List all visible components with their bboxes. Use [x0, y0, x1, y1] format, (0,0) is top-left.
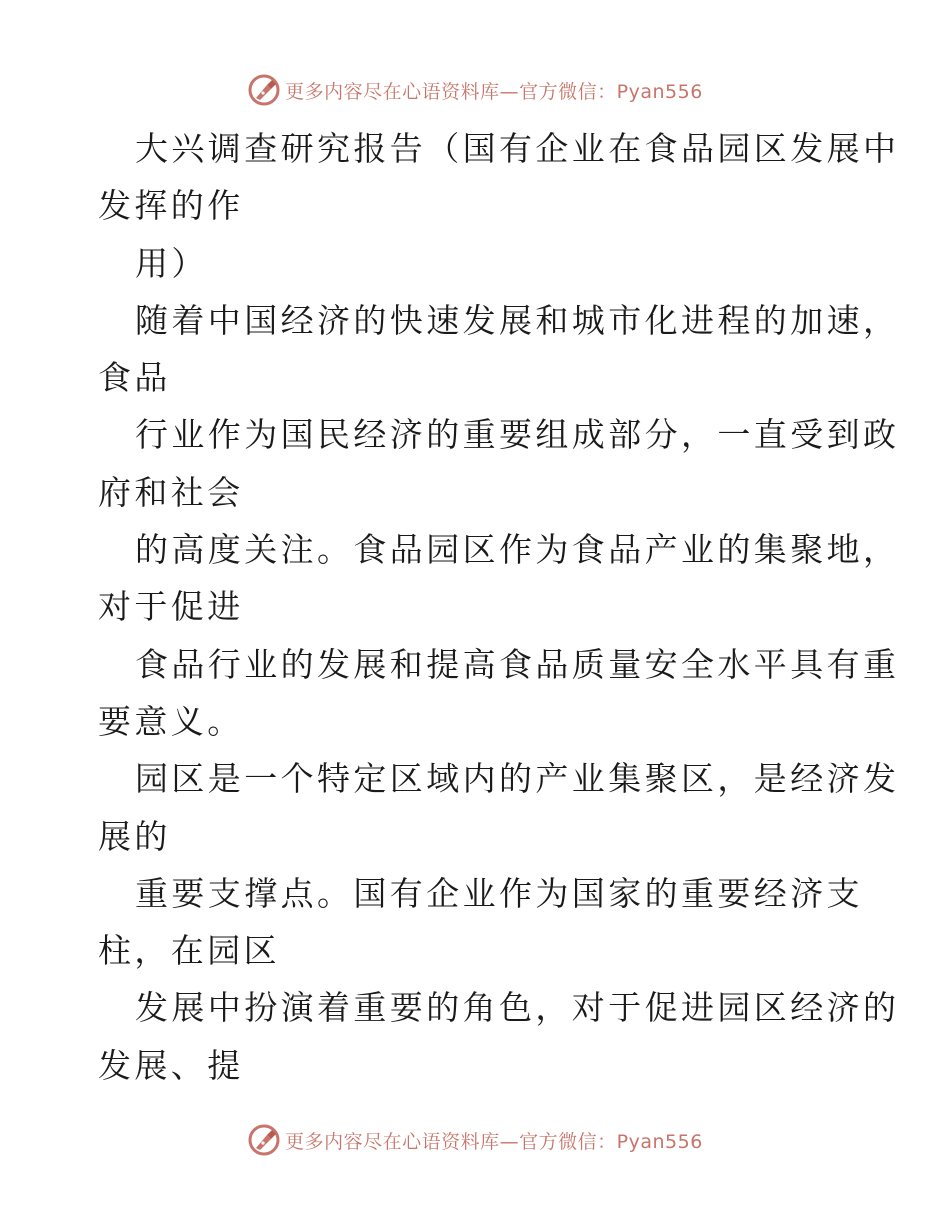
text-line: 发挥的作 — [98, 186, 244, 226]
text-line: 展的 — [98, 816, 171, 856]
header-watermark — [0, 70, 950, 110]
text-line: 园区是一个特定区域内的产业集聚区，是经济发 — [135, 759, 900, 799]
pen-nib-logo-icon — [247, 1123, 281, 1157]
text-line: 府和社会 — [98, 472, 244, 512]
text-line: 食品 — [98, 358, 171, 398]
document-body — [98, 120, 900, 1094]
text-line: 对于促进 — [98, 587, 244, 627]
watermark-text: 更多内容尽在心语资料库—官方微信：Pyan556 — [285, 80, 703, 103]
text-line: 用） — [135, 243, 208, 283]
text-line: 的高度关注。食品园区作为食品产业的集聚地， — [135, 530, 900, 570]
text-line: 食品行业的发展和提高食品质量安全水平具有重 — [135, 644, 900, 684]
text-line: 行业作为国民经济的重要组成部分，一直受到政 — [135, 415, 900, 455]
text-line: 发展、提 — [98, 1045, 244, 1085]
text-line: 随着中国经济的快速发展和城市化进程的加速， — [135, 300, 900, 340]
footer-watermark — [0, 1120, 950, 1160]
text-line: 发展中扮演着重要的角色，对于促进园区经济的 — [135, 988, 900, 1028]
watermark-text: 更多内容尽在心语资料库—官方微信：Pyan556 — [285, 1130, 703, 1153]
text-line: 大兴调查研究报告（国有企业在食品园区发展中 — [135, 129, 900, 168]
text-line: 重要支撑点。国有企业作为国家的重要经济支 — [135, 873, 863, 913]
pen-nib-logo-icon — [247, 73, 281, 107]
text-line: 柱，在园区 — [98, 931, 280, 971]
text-line: 要意义。 — [98, 701, 244, 741]
